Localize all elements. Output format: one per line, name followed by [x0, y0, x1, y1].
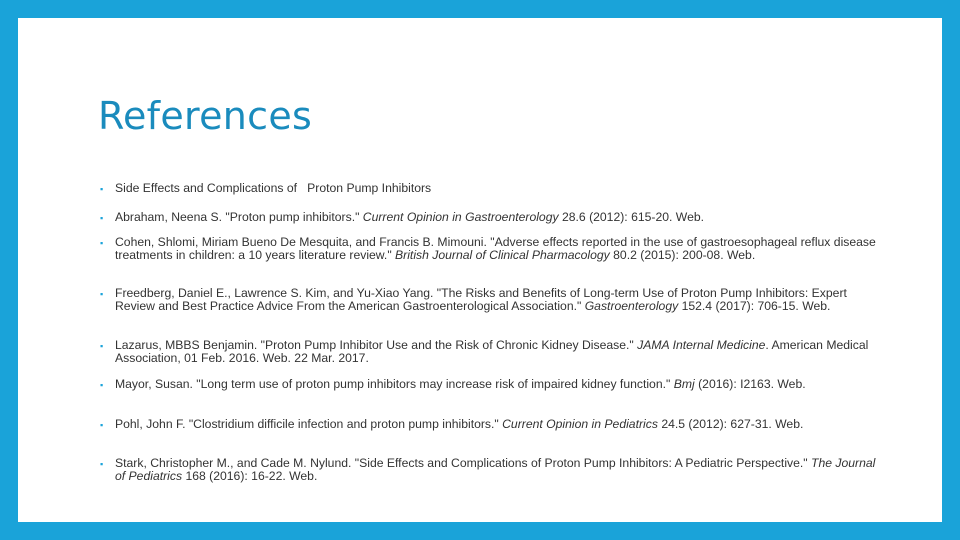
bullet-icon: ▪ — [100, 184, 104, 194]
slide-title: References — [98, 94, 313, 138]
reference-text: Stark, Christopher M., and Cade M. Nylund. "Side Effects and Complications of Proton Pump Inhibitors: A Pediatric Perspective." — [115, 456, 811, 470]
reference-item — [100, 457, 885, 483]
journal-title: The Journal of Pediatrics — [115, 456, 876, 483]
bullet-icon: ▪ — [100, 459, 104, 469]
reference-citation: 28.6 (2012): 615-20. Web. — [558, 210, 705, 224]
reference-item — [100, 287, 885, 313]
journal-title: Gastroenterology — [584, 299, 679, 313]
reference-text: Lazarus, MBBS Benjamin. "Proton Pump Inhibitor Use and the Risk of Chronic Kidney Disease." — [115, 338, 638, 352]
bullet-icon: ▪ — [100, 289, 104, 299]
journal-title: British Journal of Clinical Pharmacology — [395, 248, 610, 262]
reference-item — [100, 418, 885, 431]
reference-text: Abraham, Neena S. "Proton pump inhibitors." — [115, 210, 363, 224]
reference-text: Side Effects and Complications of Proton Pump Inhibitors — [115, 181, 432, 195]
reference-citation: (2016): I2163. Web. — [694, 377, 806, 391]
reference-item — [100, 378, 885, 391]
bullet-icon: ▪ — [100, 238, 104, 248]
reference-text: Mayor, Susan. "Long term use of proton pump inhibitors may increase risk of impaired kidney function." — [115, 377, 674, 391]
reference-citation: 80.2 (2015): 200-08. Web. — [609, 248, 756, 262]
journal-title: Bmj — [673, 377, 695, 391]
bullet-icon: ▪ — [100, 213, 104, 223]
slide — [18, 18, 942, 522]
reference-item — [100, 211, 885, 224]
journal-title: Current Opinion in Pediatrics — [502, 417, 658, 431]
journal-title: JAMA Internal Medicine — [637, 338, 766, 352]
reference-item — [100, 236, 885, 262]
reference-citation: 152.4 (2017): 706-15. Web. — [678, 299, 831, 313]
reference-item — [100, 182, 885, 195]
reference-citation: 24.5 (2012): 627-31. Web. — [657, 417, 804, 431]
reference-citation: . American Medical Association, 01 Feb. 2016. Web. 22 Mar. 2017. — [115, 338, 869, 365]
reference-citation: 168 (2016): 16-22. Web. — [182, 469, 318, 483]
reference-text: Cohen, Shlomi, Miriam Bueno De Mesquita, and Francis B. Mimouni. "Adverse effects reported in the use of gastroesophageal reflux disease treatments in children: a 10 years literature review." — [115, 235, 876, 262]
bullet-icon: ▪ — [100, 341, 104, 351]
bullet-icon: ▪ — [100, 420, 104, 430]
reference-text: Freedberg, Daniel E., Lawrence S. Kim, and Yu-Xiao Yang. "The Risks and Benefits of Long-term Use of Proton Pump Inhibitors: Expert Review and Best Practice Advice From the American Gastroenterological Association." — [115, 286, 847, 313]
reference-item — [100, 339, 885, 365]
bullet-icon: ▪ — [100, 380, 104, 390]
journal-title: Current Opinion in Gastroenterology — [362, 210, 559, 224]
reference-text: Pohl, John F. "Clostridium difficile infection and proton pump inhibitors." — [115, 417, 503, 431]
